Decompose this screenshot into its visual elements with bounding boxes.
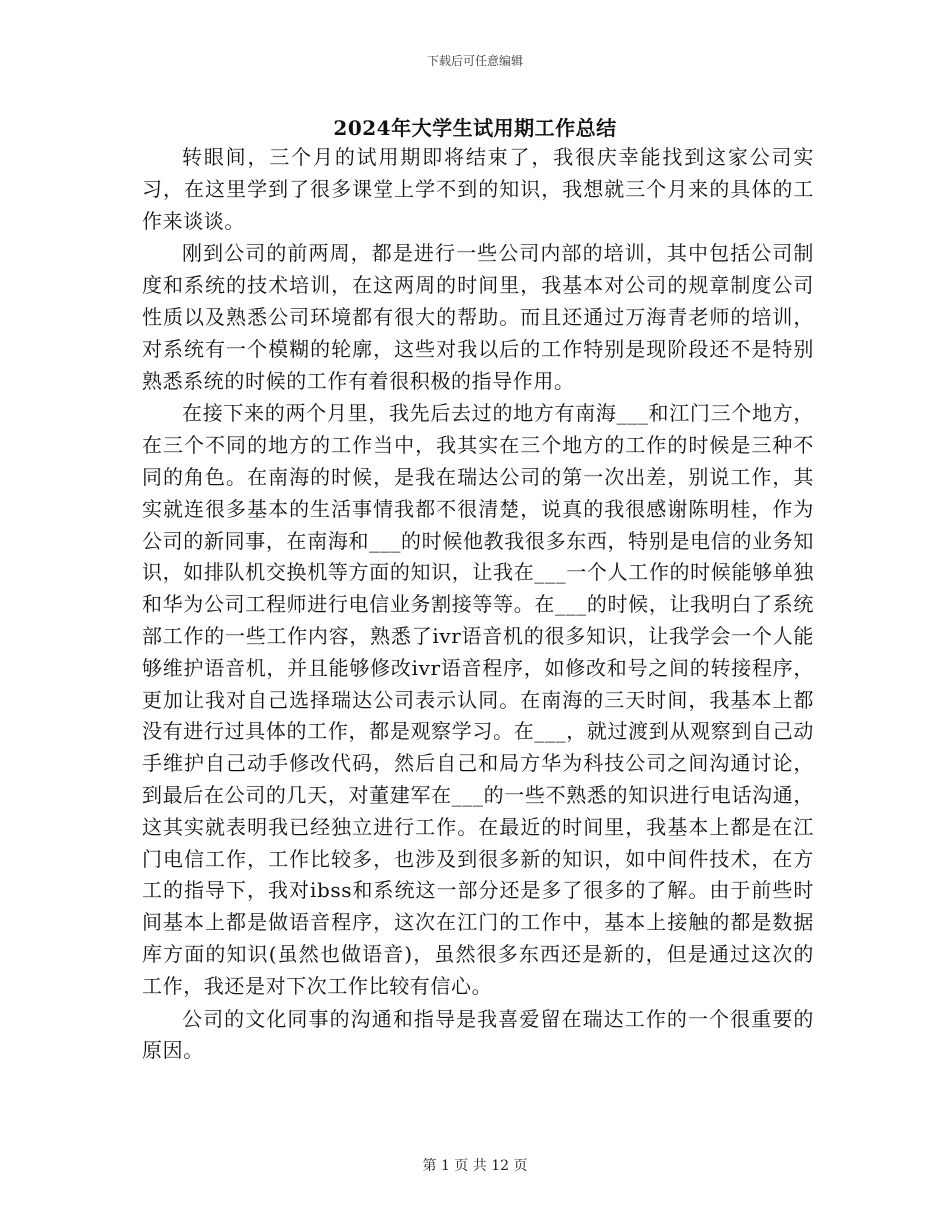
document-body — [142, 142, 814, 1068]
header-note: 下载后可任意编辑 — [426, 54, 523, 68]
page-number: 第 1 页 共 12 页 — [422, 1158, 528, 1174]
paragraph: 在接下来的两个月里，我先后去过的地方有南海___和江门三个地方，在三个不同的地方的工作当中，我其实在三个地方的工作的时候是三种不同的角色。在南海的时候，是我在瑞达公司的第一次出差，别说工作，其实就连很多基本的生活事情我都不很清楚，说真的我很感谢陈明桂，作为公司的新同事，在南海和___的时候他教我很多东西，特别是电信的业务知识，如排队机交换机等方面的知识，让我在___一个人工作的时候能够单独和华为公司工程师进行电信业务割接等等。在___的时候，让我明白了系统部工作的一些工作内容，熟悉了ivr语音机的很多知识，让我学会一个人能够维护语音机，并且能够修改ivr语音程序，如修改和号之间的转接程序，更加让我对自己选择瑞达公司表示认同。在南海的三天时间，我基本上都没有进行过具体的工作，都是观察学习。在___，就过渡到从观察到自己动手维护自己动手修改代码，然后自己和局方华为科技公司之间沟通讨论，到最后在公司的几天，对董建军在___的一些不熟悉的知识进行电话沟通，这其实就表明我已经独立进行工作。在最近的时间里，我基本上都是在江门电信工作，工作比较多，也涉及到很多新的知识，如中间件技术，在方工的指导下，我对ibss和系统这一部分还是多了很多的了解。由于前些时间基本上都是做语音程序，这次在江门的工作中，基本上接触的都是数据库方面的知识(虽然也做语音)，虽然很多东西还是新的，但是通过这次的工作，我还是对下次工作比较有信心。 — [142, 401, 814, 998]
document-title: 2024年大学生试用期工作总结 — [333, 116, 617, 140]
paragraph: 转眼间，三个月的试用期即将结束了，我很庆幸能找到这家公司实习，在这里学到了很多课堂上学不到的知识，我想就三个月来的具体的工作来谈谈。 — [142, 145, 814, 233]
paragraph: 公司的文化同事的沟通和指导是我喜爱留在瑞达工作的一个很重要的原因。 — [142, 1006, 814, 1063]
paragraph: 刚到公司的前两周，都是进行一些公司内部的培训，其中包括公司制度和系统的技术培训，在这两周的时间里，我基本对公司的规章制度公司性质以及熟悉公司环境都有很大的帮助。而且还通过万海青老师的培训，对系统有一个模糊的轮廓，这些对我以后的工作特别是现阶段还不是特别熟悉系统的时候的工作有着很积极的指导作用。 — [142, 241, 814, 393]
